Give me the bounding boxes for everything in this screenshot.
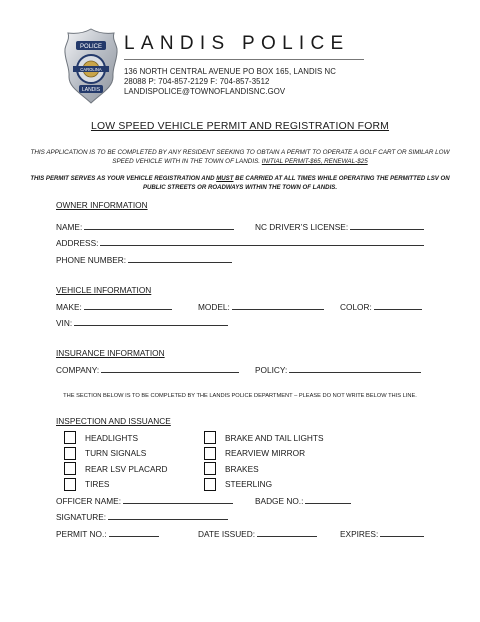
rear-lsv-placard-label: REAR LSV PLACARD — [85, 464, 168, 474]
vin-field[interactable] — [56, 317, 228, 328]
badge-no-line[interactable] — [305, 495, 351, 504]
turn-signals-label: TURN SIGNALS — [85, 448, 147, 458]
application-intro — [30, 148, 450, 166]
header-divider — [124, 59, 364, 60]
tires-checkbox[interactable] — [64, 478, 76, 491]
department-name: LANDIS POLICE — [124, 33, 350, 54]
inspection-section-heading: INSPECTION AND ISSUANCE — [56, 416, 171, 426]
phone-number-field[interactable] — [56, 254, 232, 265]
color-field[interactable] — [340, 301, 422, 312]
owner-address-field[interactable] — [56, 237, 424, 248]
vin-label: VIN: — [56, 318, 73, 328]
rear-lsv-placard-checkbox[interactable] — [64, 462, 76, 475]
notice-text-pre: THIS PERMIT SERVES AS YOUR VEHICLE REGISTRATION AND — [30, 175, 217, 182]
drivers-license-field[interactable] — [255, 221, 424, 232]
date-issued-field[interactable] — [198, 528, 317, 539]
permit-no-field[interactable] — [56, 528, 159, 539]
drivers-license-line[interactable] — [350, 221, 424, 230]
department-use-note: THE SECTION BELOW IS TO BE COMPLETED BY THE LANDIS POLICE DEPARTMENT – PLEASE DO NOT WRITE BELOW THIS LINE. — [63, 393, 417, 399]
insurance-company-field[interactable] — [56, 364, 239, 375]
date-issued-line[interactable] — [257, 528, 317, 537]
permit-no-line[interactable] — [109, 528, 159, 537]
turn-signals-checkbox[interactable] — [64, 447, 76, 460]
permit-no-label: PERMIT NO.: — [56, 529, 107, 539]
vin-line[interactable] — [74, 317, 228, 326]
owner-name-field[interactable] — [56, 221, 234, 232]
email-line: LANDISPOLICE@TOWNOFLANDISNC.GOV — [124, 87, 286, 96]
form-title: LOW SPEED VEHICLE PERMIT AND REGISTRATION FORM — [90, 121, 390, 132]
phone-number-line[interactable] — [128, 254, 232, 263]
police-badge-logo — [62, 27, 120, 105]
signature-line[interactable] — [108, 511, 228, 520]
make-line[interactable] — [84, 301, 172, 310]
date-issued-label: DATE ISSUED: — [198, 529, 256, 539]
brake-tail-lights-label: BRAKE AND TAIL LIGHTS — [225, 433, 324, 443]
policy-field[interactable] — [255, 364, 421, 375]
insurance-company-line[interactable] — [101, 364, 239, 373]
brakes-label: BRAKES — [225, 464, 259, 474]
owner-name-label: NAME: — [56, 222, 83, 232]
fee-text: INITIAL PERMIT-$65, RENEWAL-$25 — [261, 158, 368, 165]
model-line[interactable] — [232, 301, 324, 310]
officer-name-line[interactable] — [123, 495, 233, 504]
brakes-checkbox[interactable] — [204, 462, 216, 475]
tires-label: TIRES — [85, 479, 110, 489]
policy-line[interactable] — [289, 364, 421, 373]
permit-notice — [30, 174, 450, 192]
insurance-section-heading: INSURANCE INFORMATION — [56, 348, 165, 358]
owner-address-line[interactable] — [100, 237, 424, 246]
model-label: MODEL: — [198, 302, 230, 312]
signature-label: SIGNATURE: — [56, 512, 107, 522]
badge-no-field[interactable] — [255, 495, 351, 506]
intro-text: THIS APPLICATION IS TO BE COMPLETED BY ANY RESIDENT SEEKING TO OBTAIN A PERMIT TO OPERATE A GOLF CART OR SIMILAR LOW SPEED VEHICLE WITH IN THE TOWN OF LANDIS. — [30, 149, 450, 165]
make-field[interactable] — [56, 301, 172, 312]
officer-name-field[interactable] — [56, 495, 233, 506]
steering-label: STEERLING — [225, 479, 273, 489]
owner-address-label: ADDRESS: — [56, 238, 99, 248]
badge-no-label: BADGE NO.: — [255, 496, 304, 506]
notice-must: MUST — [216, 175, 234, 182]
expires-field[interactable] — [340, 528, 424, 539]
steering-checkbox[interactable] — [204, 478, 216, 491]
model-field[interactable] — [198, 301, 324, 312]
owner-name-line[interactable] — [84, 221, 234, 230]
svg-text:POLICE: POLICE — [79, 44, 103, 50]
make-label: MAKE: — [56, 302, 82, 312]
headlights-checkbox[interactable] — [64, 431, 76, 444]
svg-text:LANDIS: LANDIS — [81, 87, 101, 93]
drivers-license-label: NC DRIVER’S LICENSE: — [255, 222, 349, 232]
color-label: COLOR: — [340, 302, 372, 312]
notice-text-post: BE CARRIED AT ALL TIMES WHILE OPERATING THE PERMITTED LSV ON PUBLIC STREETS OR ROADWAYS WITHIN THE TOWN OF LANDIS. — [142, 175, 450, 191]
signature-field[interactable] — [56, 511, 228, 522]
policy-label: POLICY: — [255, 365, 288, 375]
color-line[interactable] — [374, 301, 422, 310]
headlights-label: HEADLIGHTS — [85, 433, 139, 443]
expires-label: EXPIRES: — [340, 529, 379, 539]
address-line: 136 NORTH CENTRAL AVENUE PO BOX 165, LANDIS NC — [124, 67, 337, 76]
vehicle-section-heading: VEHICLE INFORMATION — [56, 285, 152, 295]
brake-tail-lights-checkbox[interactable] — [204, 431, 216, 444]
expires-line[interactable] — [380, 528, 424, 537]
zip-phone-fax-line: 28088 P: 704-857-2129 F: 704-857-3512 — [124, 77, 270, 86]
rearview-mirror-checkbox[interactable] — [204, 447, 216, 460]
officer-name-label: OFFICER NAME: — [56, 496, 121, 506]
rearview-mirror-label: REARVIEW MIRROR — [225, 448, 306, 458]
owner-section-heading: OWNER INFORMATION — [56, 200, 148, 210]
phone-number-label: PHONE NUMBER: — [56, 255, 127, 265]
svg-text:CAROLINA: CAROLINA — [80, 66, 102, 72]
insurance-company-label: COMPANY: — [56, 365, 100, 375]
